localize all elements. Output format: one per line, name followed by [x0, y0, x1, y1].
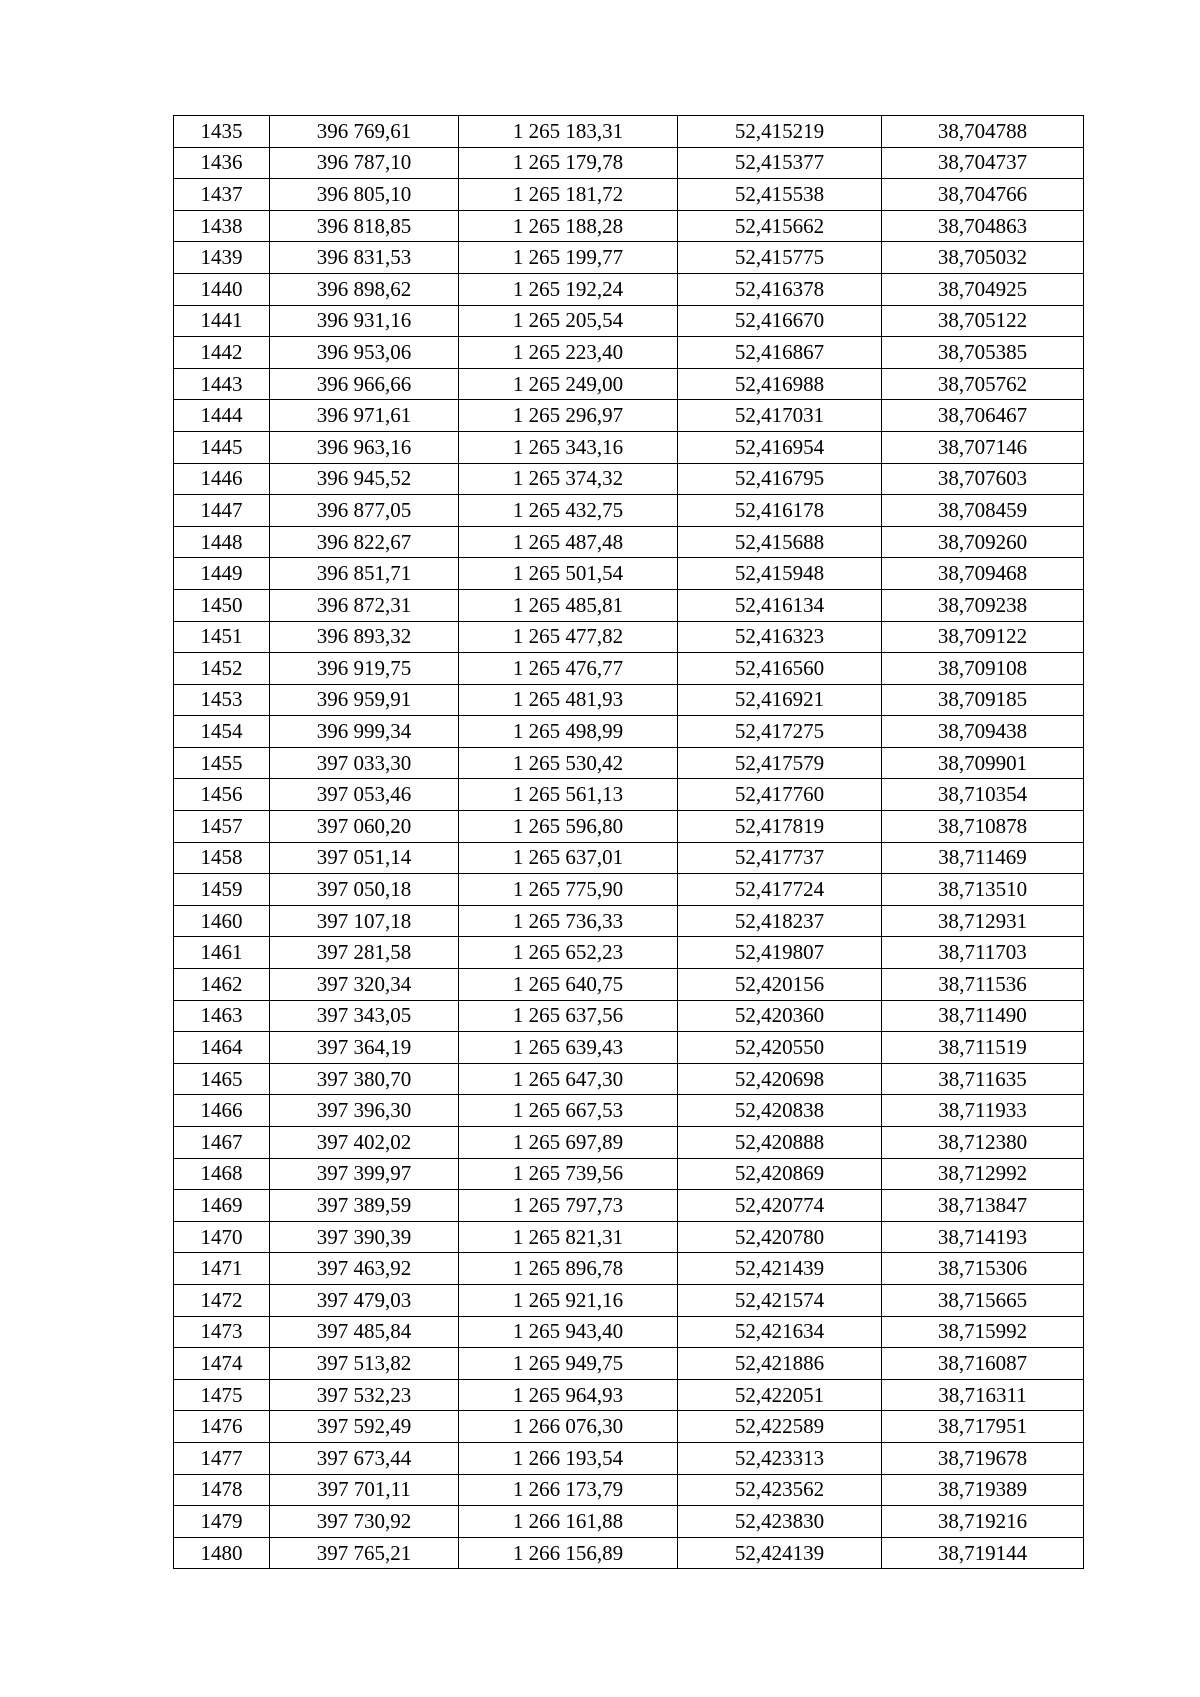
x-coordinate-cell: 396 851,71 — [270, 558, 459, 590]
x-coordinate-cell: 396 822,67 — [270, 526, 459, 558]
latitude-cell: 52,416988 — [678, 368, 882, 400]
latitude-cell: 52,417819 — [678, 811, 882, 843]
table-row — [174, 1253, 1084, 1285]
latitude-cell: 52,417275 — [678, 716, 882, 748]
point-number-cell: 1449 — [174, 558, 270, 590]
latitude-cell: 52,415538 — [678, 179, 882, 211]
x-coordinate-cell: 397 399,97 — [270, 1158, 459, 1190]
point-number-cell: 1479 — [174, 1506, 270, 1538]
x-coordinate-cell: 396 945,52 — [270, 463, 459, 495]
longitude-cell: 38,711933 — [882, 1095, 1084, 1127]
point-number-cell: 1455 — [174, 747, 270, 779]
latitude-cell: 52,416178 — [678, 495, 882, 527]
longitude-cell: 38,710354 — [882, 779, 1084, 811]
x-coordinate-cell: 397 051,14 — [270, 842, 459, 874]
y-coordinate-cell: 1 265 921,16 — [459, 1284, 678, 1316]
x-coordinate-cell: 397 053,46 — [270, 779, 459, 811]
longitude-cell: 38,717951 — [882, 1411, 1084, 1443]
x-coordinate-cell: 397 730,92 — [270, 1506, 459, 1538]
latitude-cell: 52,419807 — [678, 937, 882, 969]
table-row — [174, 1032, 1084, 1064]
longitude-cell: 38,704766 — [882, 179, 1084, 211]
latitude-cell: 52,416560 — [678, 653, 882, 685]
table-row — [174, 874, 1084, 906]
latitude-cell: 52,420698 — [678, 1063, 882, 1095]
x-coordinate-cell: 397 033,30 — [270, 747, 459, 779]
table-row — [174, 1284, 1084, 1316]
latitude-cell: 52,417724 — [678, 874, 882, 906]
y-coordinate-cell: 1 265 639,43 — [459, 1032, 678, 1064]
y-coordinate-cell: 1 265 223,40 — [459, 337, 678, 369]
latitude-cell: 52,418237 — [678, 905, 882, 937]
point-number-cell: 1437 — [174, 179, 270, 211]
table-row — [174, 368, 1084, 400]
point-number-cell: 1470 — [174, 1221, 270, 1253]
table-row — [174, 431, 1084, 463]
point-number-cell: 1460 — [174, 905, 270, 937]
longitude-cell: 38,711519 — [882, 1032, 1084, 1064]
latitude-cell: 52,417031 — [678, 400, 882, 432]
x-coordinate-cell: 397 513,82 — [270, 1348, 459, 1380]
x-coordinate-cell: 397 673,44 — [270, 1442, 459, 1474]
latitude-cell: 52,416323 — [678, 621, 882, 653]
table-row — [174, 842, 1084, 874]
y-coordinate-cell: 1 266 156,89 — [459, 1537, 678, 1569]
x-coordinate-cell: 396 769,61 — [270, 116, 459, 148]
x-coordinate-cell: 397 364,19 — [270, 1032, 459, 1064]
point-number-cell: 1458 — [174, 842, 270, 874]
point-number-cell: 1473 — [174, 1316, 270, 1348]
point-number-cell: 1475 — [174, 1379, 270, 1411]
point-number-cell: 1456 — [174, 779, 270, 811]
latitude-cell: 52,415219 — [678, 116, 882, 148]
table-row — [174, 1506, 1084, 1538]
y-coordinate-cell: 1 266 161,88 — [459, 1506, 678, 1538]
x-coordinate-cell: 397 107,18 — [270, 905, 459, 937]
table-row — [174, 716, 1084, 748]
table-row — [174, 905, 1084, 937]
y-coordinate-cell: 1 265 481,93 — [459, 684, 678, 716]
x-coordinate-cell: 397 380,70 — [270, 1063, 459, 1095]
longitude-cell: 38,709108 — [882, 653, 1084, 685]
y-coordinate-cell: 1 265 374,32 — [459, 463, 678, 495]
table-row — [174, 558, 1084, 590]
latitude-cell: 52,416921 — [678, 684, 882, 716]
y-coordinate-cell: 1 265 775,90 — [459, 874, 678, 906]
point-number-cell: 1438 — [174, 210, 270, 242]
x-coordinate-cell: 396 898,62 — [270, 273, 459, 305]
y-coordinate-cell: 1 265 498,99 — [459, 716, 678, 748]
x-coordinate-cell: 396 872,31 — [270, 589, 459, 621]
point-number-cell: 1448 — [174, 526, 270, 558]
latitude-cell: 52,420838 — [678, 1095, 882, 1127]
longitude-cell: 38,712380 — [882, 1127, 1084, 1159]
point-number-cell: 1476 — [174, 1411, 270, 1443]
longitude-cell: 38,711469 — [882, 842, 1084, 874]
y-coordinate-cell: 1 265 485,81 — [459, 589, 678, 621]
table-row — [174, 1379, 1084, 1411]
latitude-cell: 52,423313 — [678, 1442, 882, 1474]
latitude-cell: 52,420888 — [678, 1127, 882, 1159]
y-coordinate-cell: 1 265 487,48 — [459, 526, 678, 558]
table-row — [174, 684, 1084, 716]
longitude-cell: 38,714193 — [882, 1221, 1084, 1253]
latitude-cell: 52,421574 — [678, 1284, 882, 1316]
latitude-cell: 52,417737 — [678, 842, 882, 874]
y-coordinate-cell: 1 266 076,30 — [459, 1411, 678, 1443]
point-number-cell: 1436 — [174, 147, 270, 179]
longitude-cell: 38,713847 — [882, 1190, 1084, 1222]
x-coordinate-cell: 396 818,85 — [270, 210, 459, 242]
latitude-cell: 52,420360 — [678, 1000, 882, 1032]
y-coordinate-cell: 1 265 652,23 — [459, 937, 678, 969]
table-row — [174, 621, 1084, 653]
x-coordinate-cell: 397 343,05 — [270, 1000, 459, 1032]
point-number-cell: 1452 — [174, 653, 270, 685]
longitude-cell: 38,711536 — [882, 969, 1084, 1001]
table-row — [174, 1221, 1084, 1253]
x-coordinate-cell: 397 402,02 — [270, 1127, 459, 1159]
table-row — [174, 1095, 1084, 1127]
longitude-cell: 38,710878 — [882, 811, 1084, 843]
latitude-cell: 52,420869 — [678, 1158, 882, 1190]
y-coordinate-cell: 1 265 476,77 — [459, 653, 678, 685]
y-coordinate-cell: 1 265 501,54 — [459, 558, 678, 590]
table-row — [174, 1474, 1084, 1506]
y-coordinate-cell: 1 265 821,31 — [459, 1221, 678, 1253]
longitude-cell: 38,707146 — [882, 431, 1084, 463]
point-number-cell: 1471 — [174, 1253, 270, 1285]
point-number-cell: 1462 — [174, 969, 270, 1001]
longitude-cell: 38,712992 — [882, 1158, 1084, 1190]
point-number-cell: 1444 — [174, 400, 270, 432]
point-number-cell: 1459 — [174, 874, 270, 906]
latitude-cell: 52,415662 — [678, 210, 882, 242]
point-number-cell: 1451 — [174, 621, 270, 653]
latitude-cell: 52,423830 — [678, 1506, 882, 1538]
longitude-cell: 38,706467 — [882, 400, 1084, 432]
table-row — [174, 463, 1084, 495]
longitude-cell: 38,709122 — [882, 621, 1084, 653]
longitude-cell: 38,704925 — [882, 273, 1084, 305]
latitude-cell: 52,416670 — [678, 305, 882, 337]
y-coordinate-cell: 1 265 647,30 — [459, 1063, 678, 1095]
x-coordinate-cell: 397 701,11 — [270, 1474, 459, 1506]
y-coordinate-cell: 1 265 896,78 — [459, 1253, 678, 1285]
longitude-cell: 38,709260 — [882, 526, 1084, 558]
point-number-cell: 1443 — [174, 368, 270, 400]
table-row — [174, 1411, 1084, 1443]
longitude-cell: 38,716087 — [882, 1348, 1084, 1380]
point-number-cell: 1477 — [174, 1442, 270, 1474]
latitude-cell: 52,416378 — [678, 273, 882, 305]
point-number-cell: 1466 — [174, 1095, 270, 1127]
latitude-cell: 52,416954 — [678, 431, 882, 463]
table-row — [174, 969, 1084, 1001]
point-number-cell: 1441 — [174, 305, 270, 337]
table-row — [174, 116, 1084, 148]
longitude-cell: 38,715665 — [882, 1284, 1084, 1316]
x-coordinate-cell: 397 320,34 — [270, 969, 459, 1001]
point-number-cell: 1447 — [174, 495, 270, 527]
y-coordinate-cell: 1 265 432,75 — [459, 495, 678, 527]
y-coordinate-cell: 1 265 183,31 — [459, 116, 678, 148]
longitude-cell: 38,704788 — [882, 116, 1084, 148]
y-coordinate-cell: 1 265 199,77 — [459, 242, 678, 274]
x-coordinate-cell: 397 060,20 — [270, 811, 459, 843]
point-number-cell: 1446 — [174, 463, 270, 495]
longitude-cell: 38,719389 — [882, 1474, 1084, 1506]
x-coordinate-cell: 397 390,39 — [270, 1221, 459, 1253]
longitude-cell: 38,708459 — [882, 495, 1084, 527]
y-coordinate-cell: 1 265 179,78 — [459, 147, 678, 179]
point-number-cell: 1450 — [174, 589, 270, 621]
table-row — [174, 1537, 1084, 1569]
point-number-cell: 1454 — [174, 716, 270, 748]
longitude-cell: 38,719678 — [882, 1442, 1084, 1474]
y-coordinate-cell: 1 265 797,73 — [459, 1190, 678, 1222]
point-number-cell: 1464 — [174, 1032, 270, 1064]
latitude-cell: 52,417579 — [678, 747, 882, 779]
y-coordinate-cell: 1 265 697,89 — [459, 1127, 678, 1159]
latitude-cell: 52,420774 — [678, 1190, 882, 1222]
x-coordinate-cell: 397 532,23 — [270, 1379, 459, 1411]
latitude-cell: 52,422051 — [678, 1379, 882, 1411]
y-coordinate-cell: 1 265 640,75 — [459, 969, 678, 1001]
latitude-cell: 52,420156 — [678, 969, 882, 1001]
table-row — [174, 337, 1084, 369]
table-row — [174, 1127, 1084, 1159]
latitude-cell: 52,421439 — [678, 1253, 882, 1285]
latitude-cell: 52,415688 — [678, 526, 882, 558]
x-coordinate-cell: 397 050,18 — [270, 874, 459, 906]
latitude-cell: 52,420780 — [678, 1221, 882, 1253]
x-coordinate-cell: 397 479,03 — [270, 1284, 459, 1316]
y-coordinate-cell: 1 265 192,24 — [459, 273, 678, 305]
x-coordinate-cell: 396 971,61 — [270, 400, 459, 432]
longitude-cell: 38,704863 — [882, 210, 1084, 242]
longitude-cell: 38,709238 — [882, 589, 1084, 621]
latitude-cell: 52,421886 — [678, 1348, 882, 1380]
y-coordinate-cell: 1 265 739,56 — [459, 1158, 678, 1190]
latitude-cell: 52,415377 — [678, 147, 882, 179]
latitude-cell: 52,424139 — [678, 1537, 882, 1569]
coordinates-table — [173, 115, 1084, 1569]
x-coordinate-cell: 396 805,10 — [270, 179, 459, 211]
longitude-cell: 38,711635 — [882, 1063, 1084, 1095]
table-row — [174, 1158, 1084, 1190]
latitude-cell: 52,420550 — [678, 1032, 882, 1064]
y-coordinate-cell: 1 265 530,42 — [459, 747, 678, 779]
point-number-cell: 1439 — [174, 242, 270, 274]
y-coordinate-cell: 1 266 173,79 — [459, 1474, 678, 1506]
coordinates-table-body — [174, 116, 1084, 1569]
table-row — [174, 273, 1084, 305]
longitude-cell: 38,715992 — [882, 1316, 1084, 1348]
y-coordinate-cell: 1 265 667,53 — [459, 1095, 678, 1127]
longitude-cell: 38,715306 — [882, 1253, 1084, 1285]
x-coordinate-cell: 397 765,21 — [270, 1537, 459, 1569]
table-row — [174, 495, 1084, 527]
x-coordinate-cell: 396 877,05 — [270, 495, 459, 527]
longitude-cell: 38,719144 — [882, 1537, 1084, 1569]
x-coordinate-cell: 397 389,59 — [270, 1190, 459, 1222]
y-coordinate-cell: 1 265 637,56 — [459, 1000, 678, 1032]
longitude-cell: 38,709901 — [882, 747, 1084, 779]
longitude-cell: 38,707603 — [882, 463, 1084, 495]
longitude-cell: 38,705385 — [882, 337, 1084, 369]
longitude-cell: 38,711490 — [882, 1000, 1084, 1032]
x-coordinate-cell: 396 999,34 — [270, 716, 459, 748]
longitude-cell: 38,712931 — [882, 905, 1084, 937]
table-row — [174, 747, 1084, 779]
longitude-cell: 38,716311 — [882, 1379, 1084, 1411]
latitude-cell: 52,422589 — [678, 1411, 882, 1443]
table-row — [174, 1316, 1084, 1348]
x-coordinate-cell: 397 485,84 — [270, 1316, 459, 1348]
y-coordinate-cell: 1 265 477,82 — [459, 621, 678, 653]
point-number-cell: 1469 — [174, 1190, 270, 1222]
table-row — [174, 1442, 1084, 1474]
latitude-cell: 52,423562 — [678, 1474, 882, 1506]
table-row — [174, 653, 1084, 685]
x-coordinate-cell: 396 831,53 — [270, 242, 459, 274]
y-coordinate-cell: 1 265 249,00 — [459, 368, 678, 400]
y-coordinate-cell: 1 265 943,40 — [459, 1316, 678, 1348]
point-number-cell: 1435 — [174, 116, 270, 148]
point-number-cell: 1457 — [174, 811, 270, 843]
table-row — [174, 147, 1084, 179]
table-row — [174, 589, 1084, 621]
latitude-cell: 52,416134 — [678, 589, 882, 621]
x-coordinate-cell: 397 463,92 — [270, 1253, 459, 1285]
x-coordinate-cell: 396 893,32 — [270, 621, 459, 653]
longitude-cell: 38,719216 — [882, 1506, 1084, 1538]
y-coordinate-cell: 1 265 596,80 — [459, 811, 678, 843]
table-row — [174, 400, 1084, 432]
point-number-cell: 1463 — [174, 1000, 270, 1032]
latitude-cell: 52,415948 — [678, 558, 882, 590]
table-row — [174, 1063, 1084, 1095]
longitude-cell: 38,709438 — [882, 716, 1084, 748]
longitude-cell: 38,711703 — [882, 937, 1084, 969]
y-coordinate-cell: 1 265 561,13 — [459, 779, 678, 811]
y-coordinate-cell: 1 266 193,54 — [459, 1442, 678, 1474]
point-number-cell: 1440 — [174, 273, 270, 305]
x-coordinate-cell: 396 953,06 — [270, 337, 459, 369]
y-coordinate-cell: 1 265 637,01 — [459, 842, 678, 874]
table-row — [174, 1348, 1084, 1380]
point-number-cell: 1465 — [174, 1063, 270, 1095]
point-number-cell: 1461 — [174, 937, 270, 969]
point-number-cell: 1445 — [174, 431, 270, 463]
table-row — [174, 305, 1084, 337]
table-row — [174, 779, 1084, 811]
x-coordinate-cell: 396 959,91 — [270, 684, 459, 716]
y-coordinate-cell: 1 265 736,33 — [459, 905, 678, 937]
table-row — [174, 1190, 1084, 1222]
table-row — [174, 811, 1084, 843]
y-coordinate-cell: 1 265 188,28 — [459, 210, 678, 242]
x-coordinate-cell: 396 963,16 — [270, 431, 459, 463]
table-row — [174, 526, 1084, 558]
latitude-cell: 52,416795 — [678, 463, 882, 495]
point-number-cell: 1480 — [174, 1537, 270, 1569]
y-coordinate-cell: 1 265 343,16 — [459, 431, 678, 463]
y-coordinate-cell: 1 265 205,54 — [459, 305, 678, 337]
x-coordinate-cell: 396 931,16 — [270, 305, 459, 337]
longitude-cell: 38,709185 — [882, 684, 1084, 716]
point-number-cell: 1472 — [174, 1284, 270, 1316]
point-number-cell: 1474 — [174, 1348, 270, 1380]
latitude-cell: 52,421634 — [678, 1316, 882, 1348]
x-coordinate-cell: 397 281,58 — [270, 937, 459, 969]
longitude-cell: 38,705762 — [882, 368, 1084, 400]
table-row — [174, 210, 1084, 242]
table-row — [174, 1000, 1084, 1032]
table-row — [174, 179, 1084, 211]
latitude-cell: 52,416867 — [678, 337, 882, 369]
latitude-cell: 52,417760 — [678, 779, 882, 811]
x-coordinate-cell: 397 592,49 — [270, 1411, 459, 1443]
x-coordinate-cell: 396 919,75 — [270, 653, 459, 685]
table-row — [174, 242, 1084, 274]
longitude-cell: 38,709468 — [882, 558, 1084, 590]
y-coordinate-cell: 1 265 296,97 — [459, 400, 678, 432]
x-coordinate-cell: 396 966,66 — [270, 368, 459, 400]
point-number-cell: 1442 — [174, 337, 270, 369]
point-number-cell: 1468 — [174, 1158, 270, 1190]
table-row — [174, 937, 1084, 969]
x-coordinate-cell: 397 396,30 — [270, 1095, 459, 1127]
point-number-cell: 1453 — [174, 684, 270, 716]
latitude-cell: 52,415775 — [678, 242, 882, 274]
x-coordinate-cell: 396 787,10 — [270, 147, 459, 179]
longitude-cell: 38,704737 — [882, 147, 1084, 179]
y-coordinate-cell: 1 265 964,93 — [459, 1379, 678, 1411]
longitude-cell: 38,713510 — [882, 874, 1084, 906]
longitude-cell: 38,705032 — [882, 242, 1084, 274]
y-coordinate-cell: 1 265 949,75 — [459, 1348, 678, 1380]
longitude-cell: 38,705122 — [882, 305, 1084, 337]
point-number-cell: 1467 — [174, 1127, 270, 1159]
point-number-cell: 1478 — [174, 1474, 270, 1506]
y-coordinate-cell: 1 265 181,72 — [459, 179, 678, 211]
